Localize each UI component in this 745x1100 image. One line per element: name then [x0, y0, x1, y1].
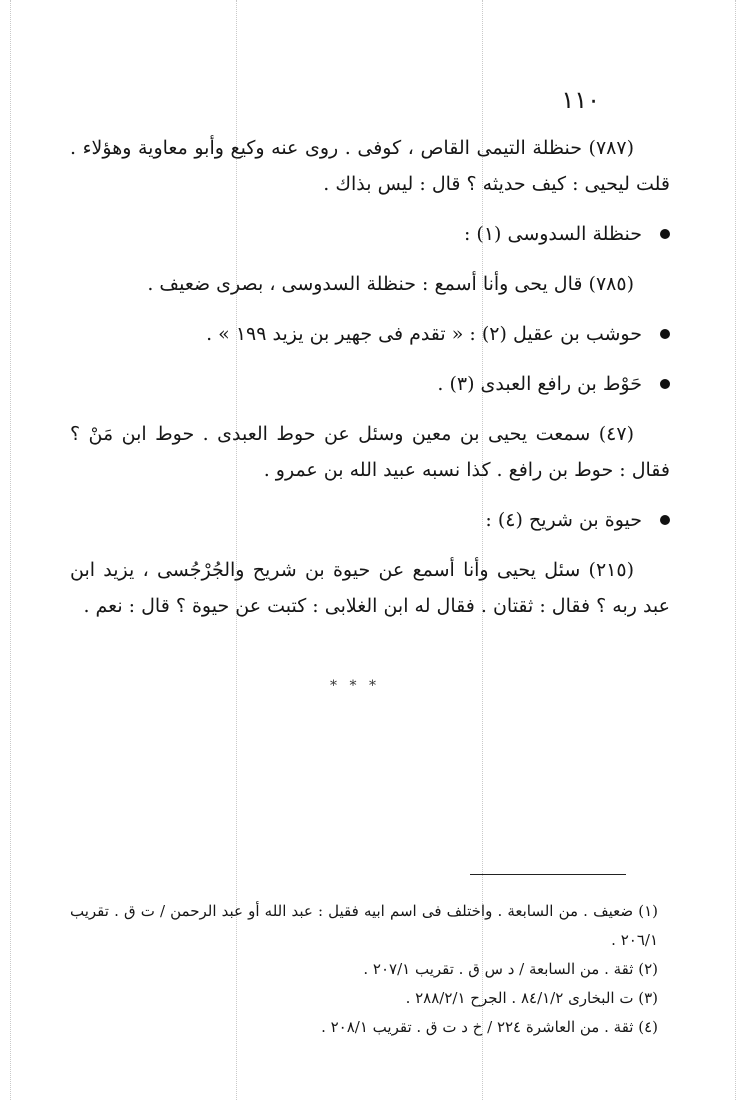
narrator-heading-text: حوشب بن عقيل (٢) : « تقدم فى جهير بن يزيد ١٩٩ » .	[206, 323, 642, 345]
narrator-heading-text: حنظلة السدوسى (١) :	[463, 223, 642, 245]
footnotes	[70, 897, 670, 1042]
narration-entry: (٤٧) سمعت يحيى بن معين وسئل عن حوط العبدى . حوط ابن مَنْ ؟ فقال : حوط بن رافع . كذا نسبه عبيد الله بن عمرو .	[70, 423, 670, 481]
footnote: (١) ضعيف . من السابعة . واختلف فى اسم ابيه فقيل : عبد الله أو عبد الرحمن / ت ق . تقريب ٢٠٦/١ .	[70, 902, 658, 949]
narration-entry: (٧٨٥) قال يحى وأنا أسمع : حنظلة السدوسى ، بصرى ضعيف .	[147, 273, 634, 295]
narration-entry: (٢١٥) سئل يحيى وأنا أسمع عن حيوة بن شريح والجُرْجُسى ، يزيد ابن عبد ربه ؟ فقال : ثقتان . فقال له ابن الغلابى : كتبت عن حيوة ؟ قال : نعم .	[70, 559, 670, 617]
bullet-icon	[660, 329, 670, 339]
narrator-heading	[70, 366, 670, 402]
narrator-heading-text: حيوة بن شريح (٤) :	[485, 509, 642, 531]
footnote-divider	[470, 874, 626, 875]
narrator-heading	[70, 502, 670, 538]
narrator-heading-text: حَوْط بن رافع العبدى (٣) .	[437, 373, 642, 395]
narration-entry: (٧٨٧) حنظلة التيمى القاص ، كوفى . روى عنه وكيع وأبو معاوية وهؤلاء . قلت ليحيى : كيف حديثه ؟ قال : ليس بذاك .	[70, 137, 670, 195]
footnote: (٢) ثقة . من السابعة / د س ق . تقريب ٢٠٧/١ .	[363, 960, 658, 978]
section-separator: * * *	[330, 678, 380, 694]
bullet-icon	[660, 229, 670, 239]
narrator-heading	[70, 316, 670, 352]
footnote: (٤) ثقة . من العاشرة ٢٢٤ / خ د ت ق . تقريب ٢٠٨/١ .	[321, 1018, 658, 1036]
scan-guide-line	[10, 0, 11, 1100]
scan-guide-line	[735, 0, 736, 1100]
bullet-icon	[660, 379, 670, 389]
main-text	[70, 130, 670, 638]
narrator-heading	[70, 216, 670, 252]
bullet-icon	[660, 515, 670, 525]
page-number: ١١٠	[561, 86, 600, 114]
footnote: (٣) ت البخارى ٨٤/١/٢ . الجرح ٢٨٨/٢/١ .	[405, 989, 658, 1007]
